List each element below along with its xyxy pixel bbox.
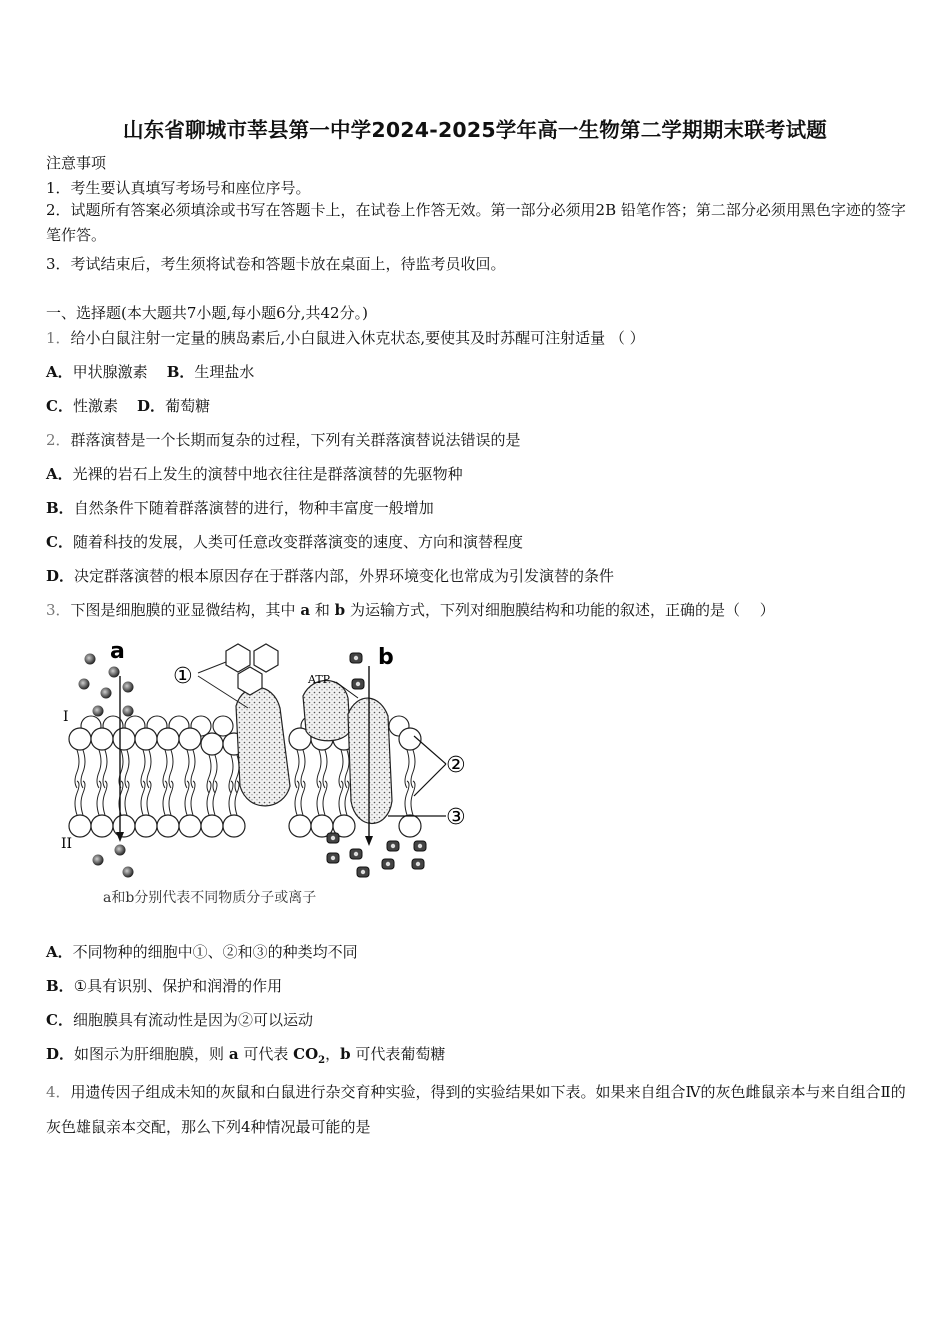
question-1-options-ab: [46, 361, 254, 382]
option-text: 细胞膜具有流动性是因为②可以运动: [72, 1011, 313, 1029]
option-text: 光裸的岩石上发生的演替中地衣往往是群落演替的先驱物种: [72, 465, 463, 483]
question-3-option-c: [46, 1009, 313, 1030]
option-label: D．: [137, 397, 166, 415]
question-2: [46, 429, 521, 450]
option-text: ，: [325, 1045, 341, 1063]
option-text: 不同物种的细胞中①、②和③的种类均不同: [72, 943, 358, 961]
label-2: ②: [446, 753, 466, 778]
label-b: b: [378, 645, 394, 670]
question-3: [46, 599, 775, 620]
label-3: ③: [446, 805, 466, 830]
symbol-b: b: [340, 1045, 351, 1063]
option-label: A．: [46, 363, 73, 381]
question-2-option-d: [46, 565, 614, 586]
label-inner-side: II: [61, 836, 73, 852]
question-stem: 和: [314, 601, 330, 619]
question-stem: 下图是细胞膜的亚显微结构，其中: [70, 601, 296, 619]
option-text: 生理盐水: [194, 363, 255, 381]
formula-co2: CO: [293, 1045, 319, 1063]
option-text: 如图示为肝细胞膜，则: [74, 1045, 225, 1063]
question-3-option-d: [46, 1043, 445, 1066]
notice-item-1: 1．考生要认真填写考场号和座位序号。: [46, 179, 311, 197]
question-1-options-cd: [46, 395, 210, 416]
channel-protein: [348, 698, 392, 823]
option-text: 决定群落演替的根本原因存在于群落内部，外界环境变化也常成为引发演替的条件: [74, 567, 615, 585]
question-stem: 群落演替是一个长期而复杂的过程，下列有关群落演替说法错误的是: [70, 431, 521, 449]
question-number: 1．: [46, 329, 71, 347]
label-outer-side: I: [63, 709, 69, 725]
option-label: A．: [46, 465, 73, 483]
label-1: ①: [173, 664, 193, 689]
molecules-a: [79, 654, 134, 878]
option-text: 甲状腺激素: [72, 363, 148, 381]
option-label: C．: [46, 397, 73, 415]
option-label: B．: [166, 363, 195, 381]
question-number: 2．: [46, 431, 71, 449]
option-label: D．: [46, 1045, 75, 1063]
symbol-a: a: [300, 601, 311, 619]
label-a: a: [110, 639, 125, 664]
option-text: 葡萄糖: [165, 397, 211, 415]
question-1: [46, 327, 645, 348]
formula-subscript: 2: [318, 1055, 326, 1066]
question-stem: 给小白鼠注射一定量的胰岛素后,小白鼠进入休克状态,要使其及时苏醒可注射适量 （ ）: [70, 329, 645, 347]
section-heading: 一、选择题(本大题共7小题,每小题6分,共42分。): [46, 304, 368, 322]
figure-caption: a和b分别代表不同物质分子或离子: [103, 890, 317, 906]
option-label: D．: [46, 567, 75, 585]
symbol-a: a: [228, 1045, 239, 1063]
sugar-chain: [226, 644, 278, 695]
notice-heading: 注意事项: [46, 154, 107, 172]
option-text: ①具有识别、保护和润滑的作用: [73, 977, 283, 995]
option-text: 可代表葡萄糖: [355, 1045, 446, 1063]
notice-item-2: 2．试题所有答案必须填涂或书写在答题卡上，在试卷上作答无效。第一部分必须用2B 铅笔作答；第二部分必须用黑色字迹的签字笔作答。: [46, 201, 906, 244]
option-text: 自然条件下随着群落演替的进行，物种丰富度一般增加: [73, 499, 434, 517]
question-number: 3．: [46, 601, 71, 619]
symbol-b: b: [334, 601, 346, 619]
question-stem: 为运输方式，下列对细胞膜结构和功能的叙述，正确的是（ ）: [349, 601, 775, 619]
question-2-option-a: [46, 463, 463, 484]
question-2-option-c: [46, 531, 523, 552]
cell-membrane-figure: [58, 636, 478, 911]
surface-protein: [303, 680, 350, 740]
page-title: 山东省聊城市莘县第一中学2024-2025学年高一生物第二学期期末联考试题: [122, 118, 828, 142]
option-text: 可代表: [243, 1045, 289, 1063]
question-4: [46, 1075, 908, 1145]
option-label: B．: [46, 977, 74, 995]
notice-item-3: 3．考试结束后，考生须将试卷和答题卡放在桌面上，待监考员收回。: [46, 255, 506, 273]
label-atp: ATP: [308, 673, 331, 686]
option-label: C．: [46, 533, 73, 551]
option-label: C．: [46, 1011, 73, 1029]
option-label: A．: [46, 943, 73, 961]
question-number: 4．: [46, 1083, 71, 1101]
question-3-option-b: [46, 975, 282, 996]
question-3-option-a: [46, 941, 358, 962]
question-2-option-b: [46, 497, 434, 518]
option-text: 随着科技的发展，人类可任意改变群落演变的速度、方向和演替程度: [72, 533, 523, 551]
option-label: B．: [46, 499, 74, 517]
question-stem: 用遗传因子组成未知的灰鼠和白鼠进行杂交育种实验，得到的实验结果如下表。如果来自组合Ⅳ的灰色雌鼠亲本与来自组合Ⅱ的灰色雄鼠亲本交配，那么下列4种情况最可能的是: [46, 1083, 906, 1136]
option-text: 性激素: [72, 397, 118, 415]
